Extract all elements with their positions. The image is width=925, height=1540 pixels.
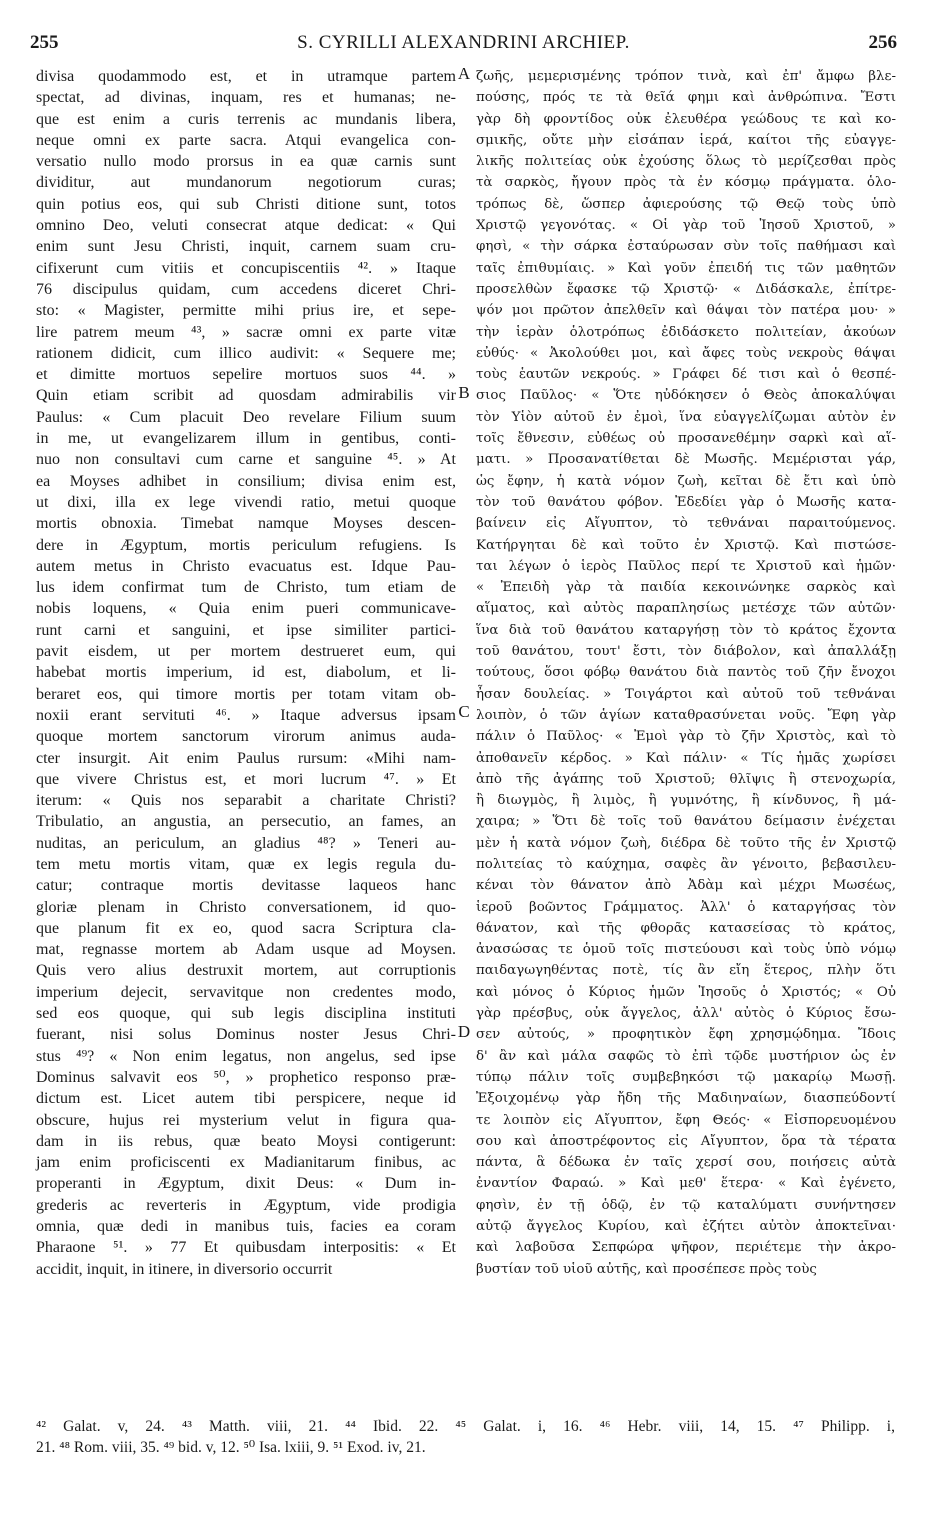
latin-text-line: dictum est. Licet autem tibi perspicere, neque id [36,1090,456,1108]
greek-text-line: γὰρ δὴ φροντίδος οὐκ ἐλευθέρα γεώδους τε καὶ κο- [476,111,896,127]
greek-text-line: ψόν μοι πρῶτον ἀπελθεῖν καὶ θάψαι τὸν πατέρα μου· » [476,303,896,319]
greek-text-line: τοὺς ἑαυτῶν νεκρούς. » Γράφει δέ τισι καὶ ὁ θεσπέ- [476,367,896,383]
latin-text-line: properanti in Ægyptum, dixit Deus: « Dum in- [36,1175,456,1193]
latin-text-line: Quin etiam scribit ad quosdam admirabilis vir [36,387,456,405]
latin-text-line: sto: « Magister, permitte mihi prius ire, et sepe- [36,302,456,320]
greek-text-line: ὡς ἔφην, ἡ κατὰ νόμον ζωὴ, κεῖται δὲ ἔτι καὶ ὑπὸ [476,473,896,489]
greek-text-line: χαιρα; » Ὅτι δὲ τοῖς τοῦ θανάτου δείμασιν ἐνέχεται [476,814,896,830]
greek-text-line: δ' ἂν καὶ μάλα σαφῶς τὸ ἐπὶ τῷδε μυστήριον ὡς ἐν [476,1048,896,1064]
greek-text-line: τὴν ἱερὰν ὁλοτρόπως ἐδιδάσκετο πολιτείαν, ἀκούων [476,324,896,340]
latin-text-line: cter insurgit. Ait enim Paulus rursum: «Mihi nam- [36,749,456,767]
latin-text-line: quin potius eos, qui sub Christi ditione sunt, totos [36,195,456,213]
running-title: S. CYRILLI ALEXANDRINI ARCHIEP. [297,32,630,53]
latin-text-line: obscure, hujus rei mysterium velut in figura qua- [36,1111,456,1129]
greek-text-line: κέναι τὸν θάνατον ἀπὸ Ἀδὰμ καὶ μέχρι Μωσέως, [476,878,896,894]
latin-text-line: catur; contraque mortis devitasse laqueos hanc [36,877,456,895]
greek-text-line: ἦσαν δουλείας. » Τοιγάρτοι καὶ αὐτοῦ τοῦ τεθνάναι [476,686,896,702]
latin-text-line: omnino Deo, veluti consecrat atque dedicat: « Qui [36,217,456,235]
latin-text-line: et dimitte mortuos sepelire mortuos suos ⁴⁴. » [36,366,456,384]
latin-text-line: stus ⁴⁹? « Non enim legatus, non angelus, sed ipse [36,1047,456,1065]
greek-text-line: σμικῆς, οὔτε μὴν εἰσάπαν ἱερά, καίτοι τῆς εὐαγγε- [476,132,896,148]
greek-text-line: φησὶν, ἐν τῇ ὁδῷ, ἐν τῷ καταλύματι συνήντησεν [476,1197,896,1213]
latin-text-line: iterum: « Quis nos separabit a charitate Christi? [36,792,456,810]
margin-marker-b: B [458,383,470,402]
latin-text-line: spectat, ad divinas, inquam, res et humanas; ne- [36,89,456,107]
greek-text-line: σεν αὐτούς, » προφητικὸν ἔφη χρησμῴδημα. Ἴδοις [476,1027,896,1043]
greek-text-line: βαίνειν εἰς Αἴγυπτον, τὸ τεθνάναι παραιτούμενος. [476,516,896,532]
greek-text-line: τὰ σαρκὸς, ἤγουν πρὸς τὰ ἐν κόσμῳ πράγματα. ὁλο- [476,175,896,191]
latin-text-line: que planum fit ex eo, quod sacra Scriptura cla- [36,919,456,937]
greek-text-line: ἀποθανεῖν κέρδος. » Καὶ πάλιν· « Τίς ἡμᾶς χωρίσει [476,750,896,766]
latin-text-line: cifixerunt cum vitiis et concupiscentiis ⁴². » Itaque [36,259,456,277]
latin-text-line: habebat mortis imperium, id est, diabolum, et li- [36,664,456,682]
latin-text-line: nuo non consultavi cum carne et sanguine ⁴⁵. » At [36,451,456,469]
latin-text-line: mat, regnasse mortem ab Adam usque ad Moysen. [36,941,456,959]
greek-text-line: ἐναντίον Φαραώ. » Καὶ μεθ' ἕτερα· « Καὶ ἐγένετο, [476,1176,896,1192]
greek-text-line: σιος Παῦλος· « Ὅτε ηὐδόκησεν ὁ Θεὸς ἀποκαλύψαι [476,388,896,404]
greek-text-line: ἱεροῦ βοῶντος Γράμματος. Ἀλλ' ὁ καταργήσας τὸν [476,899,896,915]
page-number-left: 255 [30,32,59,53]
greek-text-line: Χριστῷ γεγονότας. « Οἱ γὰρ τοῦ Ἰησοῦ Χριστοῦ, » [476,218,896,234]
greek-text-line: τοῦ θανάτου, τουτ' ἔστι, τὸν διάβολον, καὶ ἀπαλλάξῃ [476,644,896,660]
greek-column [476,66,896,1280]
greek-text-line: φησὶ, « τὴν σάρκα ἐσταύρωσαν σὺν τοῖς παθήμασι καὶ [476,239,896,255]
greek-text-line: ζωῆς, μεμερισμένης τρόπον τινὰ, καὶ ἐπ' ἄμφω βλε- [476,69,896,84]
page-number-right: 256 [868,32,897,53]
greek-text-line: ἀνασώσας τε ὁμοῦ τοῖς πιστεύουσι καὶ τοὺς ὑπὸ νόμῳ [476,942,896,958]
greek-text-line: τρόπως δὲ, ὥσπερ ἀφιερούσης τῷ Θεῷ τοὺς ὑπὸ [476,196,896,212]
latin-text-line: rationem didicit, cum illico audivit: « Sequere me; [36,344,456,362]
greek-text-line: πολιτείας τὸ καύχημα, σαφὲς ἂν γένοιτο, βεβασιλευ- [476,856,896,872]
greek-text-line: θάνατον, καὶ τῆς φθορᾶς κατασείσας τὸ κράτος, [476,920,896,936]
greek-text-line: τὸν τοῦ θανάτου φόβον. Ἐδεδίει γὰρ ὁ Μωσῆς κατα- [476,494,896,510]
latin-text-line: noxii erant servituti ⁴⁶. » Itaque adversus ipsam [36,706,456,724]
greek-text-line: πάντα, ἃ δέδωκα ἐν ταῖς χερσί σου, ποιήσεις αὐτὰ [476,1155,896,1171]
footnote-line: 21. ⁴⁸ Rom. viii, 35. ⁴⁹ bid. v, 12. ⁵⁰ Isa. lxiii, 9. ⁵¹ Exod. iv, 21. [36,1439,426,1457]
latin-text-line: quoque mortem sanctorum virorum animus auda- [36,728,456,746]
greek-text-line: ἢ διωγμὸς, ἢ λιμὸς, ἢ γυμνότης, ἢ κίνδυνος, ἢ μά- [476,793,896,809]
latin-text-line: sed eos quoque, qui sub legis disciplina instituti [36,1005,456,1023]
greek-text-line: παιδαγωγηθέντας ποτὲ, τίς ἂν εἴη ἕτερος, πλὴν ὅτι [476,963,896,979]
greek-text-line: λοιπὸν, ὁ τῶν ἁγίων καταθρασύνεται νοῦς. Ἔφη γὰρ [476,707,896,723]
greek-text-line: τε λοιπὸν εἰς Αἴγυπτον, ἔφη Θεός· « Εἰσπορευομένου [476,1112,896,1128]
latin-text-line: pavit eisdem, ut per mortem destrueret eum, qui [36,643,456,661]
latin-text-line: autem metus in Christo evacuatus est. Idque Pau- [36,557,456,575]
latin-text-line: ut dixi, illa ex lege vivendi ratio, metui quoque [36,493,456,511]
latin-text-line: gloriæ plenam in Christo conversationem, id quo- [36,898,456,916]
greek-text-line: ται λέγων ὁ ἱερὸς Παῦλος περί τε Χριστοῦ καὶ ἡμῶν· [476,558,896,574]
margin-marker-a: A [457,64,471,83]
latin-text-line: Tribulatio, an angustia, an persecutio, an fames, an [36,813,456,831]
latin-text-line: nuditas, an periculum, an gladius ⁴⁸? » Teneri au- [36,834,456,852]
latin-text-line: accidit, inquit, in itinere, in diversorio occurrit [36,1260,333,1278]
latin-text-line: imperium dejecit, servavitque non credentes modo, [36,983,456,1001]
greek-text-line: πάλιν ὁ Παῦλος· « Ἐμοὶ γὰρ τὸ ζῆν Χριστὸς, καὶ τὸ [476,729,896,745]
latin-text-line: runt carni et sanguini, et ipse similiter partici- [36,621,456,639]
greek-text-line: προσελθὼν ἔφασκε τῷ Χριστῷ· « Διδάσκαλε, ἐπίτρε- [476,281,896,297]
latin-text-line: jam enim proficiscenti ex Madianitarum finibus, ac [36,1154,456,1172]
greek-text-line: τὸν Υἱὸν αὐτοῦ ἐν ἐμοὶ, ἵνα εὐαγγελίζωμαι αὐτὸν ἐν [476,409,896,425]
latin-text-line: lus idem confirmat tum de Christo, tum etiam de [36,579,456,597]
footnotes [36,1416,895,1459]
latin-text-line: tem metu mortis vitam, quæ ex legis regula du- [36,855,456,873]
latin-text-line: in me, ut evangelizarem illum in gentibus, conti- [36,430,456,448]
greek-text-line: ταῖς ἐπιθυμίαις. » Καὶ γοῦν ἐπειδή τις τῶν μαθητῶν [476,260,896,276]
latin-text-line: Paulus: « Cum placuit Deo revelare Filium suum [36,408,456,426]
latin-text-line: Pharaone ⁵¹. » 77 Et quibusdam interpositis: « Et [36,1239,456,1257]
margin-marker-d: D [457,1022,471,1041]
greek-text-line: αὐτῷ ἄγγελος Κυρίου, καὶ ἐζήτει αὐτὸν ἀποκτεῖναι· [476,1219,896,1235]
footnote-line: ⁴² Galat. v, 24. ⁴³ Matth. viii, 21. ⁴⁴ Ibid. 22. ⁴⁵ Galat. i, 16. ⁴⁶ Hebr. viii, 14, 15. ⁴⁷ Philipp. i, [36,1418,895,1435]
latin-text-line: versatio nullo modo prorsus in ea quæ carnis sunt [36,153,456,171]
latin-text-line: enim sunt Jesu Christi, inquit, carnem suam cru- [36,238,456,256]
latin-text-line: Dominus salvavit eos ⁵⁰, » prophetico responso præ- [36,1068,456,1086]
greek-text-line: λικῆς πολιτείας οὐκ ἐχούσης ὅλως τὸ μερίζεσθαι πρὸς [476,154,896,170]
latin-text-line: 76 discipulus quidam, cum accedens diceret Chri- [36,280,456,298]
greek-text-line: Κατήργηται δὲ καὶ τοῦτο ἐν Χριστῷ. Καὶ πιστώσε- [476,537,896,553]
greek-text-line: γὰρ πρέσβυς, οὐκ ἄγγελος, ἀλλ' αὐτὸς ὁ Κύριος ἔσω- [476,1006,896,1022]
latin-text-line: grederis ac reverteris in Ægyptum, vide prodigia [36,1196,456,1214]
latin-text-line: mortis obnoxia. Timebat namque Moyses descen- [36,515,456,533]
latin-text-line: lire patrem meum ⁴³, » sacræ omni ex parte vitæ [36,323,456,341]
latin-text-line: ea Moyses adhibet in consilium; divisa enim est, [36,472,456,490]
latin-text-line: fuerant, nisi solus Dominus noster Jesus Chri- [36,1026,456,1044]
greek-text-line: πούσης, πρός τε τὰ θεῖά φημι καὶ ἀνθρώπινα. Ἔστι [476,90,896,106]
greek-text-line: βυστίαν τοῦ υἱοῦ αὐτῆς, καὶ προσέπεσε πρὸς τοὺς [476,1261,817,1277]
margin-marker-c: C [458,702,470,721]
greek-text-line: αἵματος, καὶ αὐτὸς παραπλησίως μετέσχε τῶν αὐτῶν· [476,601,896,617]
page-header [30,32,897,62]
latin-text-line: omnia, quæ dedi in manibus tuis, facies ea coram [36,1218,456,1236]
greek-text-line: « Ἐπειδὴ γὰρ τὰ παιδία κεκοινώνηκε σαρκὸς καὶ [476,580,896,596]
latin-text-line: que vivere Christus est, et mori lucrum ⁴⁷. » Et [36,770,456,788]
greek-text-line: Ἐξοιχομένῳ γὰρ ἤδη τῆς Μαδιηναίων, διασπεύδοντί [476,1091,896,1107]
greek-text-line: καὶ λαβοῦσα Σεπφώρα ψῆφον, περιέτεμε τὴν ἀκρο- [476,1240,896,1256]
latin-text-line: Quis vero alius destruxit mortem, aut corruptionis [36,962,456,980]
latin-text-line: dam in iis rebus, quæ beato Moysi contigerunt: [36,1132,456,1150]
latin-text-line: divisa quodammodo est, et in utramque partem [36,68,456,85]
greek-text-line: τούτους, ὅσοι φόβῳ θανάτου διὰ παντὸς τοῦ ζῆν ἔνοχοι [476,665,896,681]
greek-text-line: τοῖς ἔθνεσιν, εὐθέως οὐ προσανεθέμην σαρκὶ καὶ αἵ- [476,431,896,447]
greek-text-line: σου καὶ ἀποστρέφοντος εἰς Αἴγυπτον, ὅρα τὰ τέρατα [476,1133,896,1149]
greek-text-line: τύπῳ πάλιν τοῖς συμβεβηκόσι τῷ μακαρίῳ Μωσῇ. [476,1069,896,1085]
greek-text-line: εὐθύς· « Ἀκολούθει μοι, καὶ ἄφες τοὺς νεκροὺς θάψαι [476,345,896,361]
greek-text-line: ἀπὸ τῆς ἀγάπης τοῦ Χριστοῦ; θλῖψις ἢ στενοχωρία, [476,771,896,787]
latin-text-line: dividitur, aut mundanorum negotiorum curas; [36,174,456,192]
latin-text-line: neque omni ex parte sacra. Atqui evangelica con- [36,131,456,149]
latin-text-line: beraret eos, qui timore mortis per totam vitam ob- [36,685,456,703]
latin-column [36,66,456,1280]
latin-text-line: nobis loquens, « Quia enim pueri communicave- [36,600,456,618]
greek-text-line: ματι. » Προσανατίθεται δὲ Μωσῆς. Μεμέρισται γάρ, [476,452,896,468]
greek-text-line: μὲν ἡ κατὰ νόμον ζωὴ, διέδρα δὲ τοῦτο τῆς ἐν Χριστῷ [476,835,896,851]
latin-text-line: que est enim a curis terrenis ac mundanis libera, [36,110,456,128]
greek-text-line: ἵνα διὰ τοῦ θανάτου καταργήσῃ τὸν τὸ κράτος ἔχοντα [476,622,896,638]
greek-text-line: καὶ μόνος ὁ Κύριος ἡμῶν Ἰησοῦς ὁ Χριστός; « Οὐ [476,984,896,1000]
latin-text-line: dere in Ægyptum, mortis periculum refugiens. Is [36,536,456,554]
